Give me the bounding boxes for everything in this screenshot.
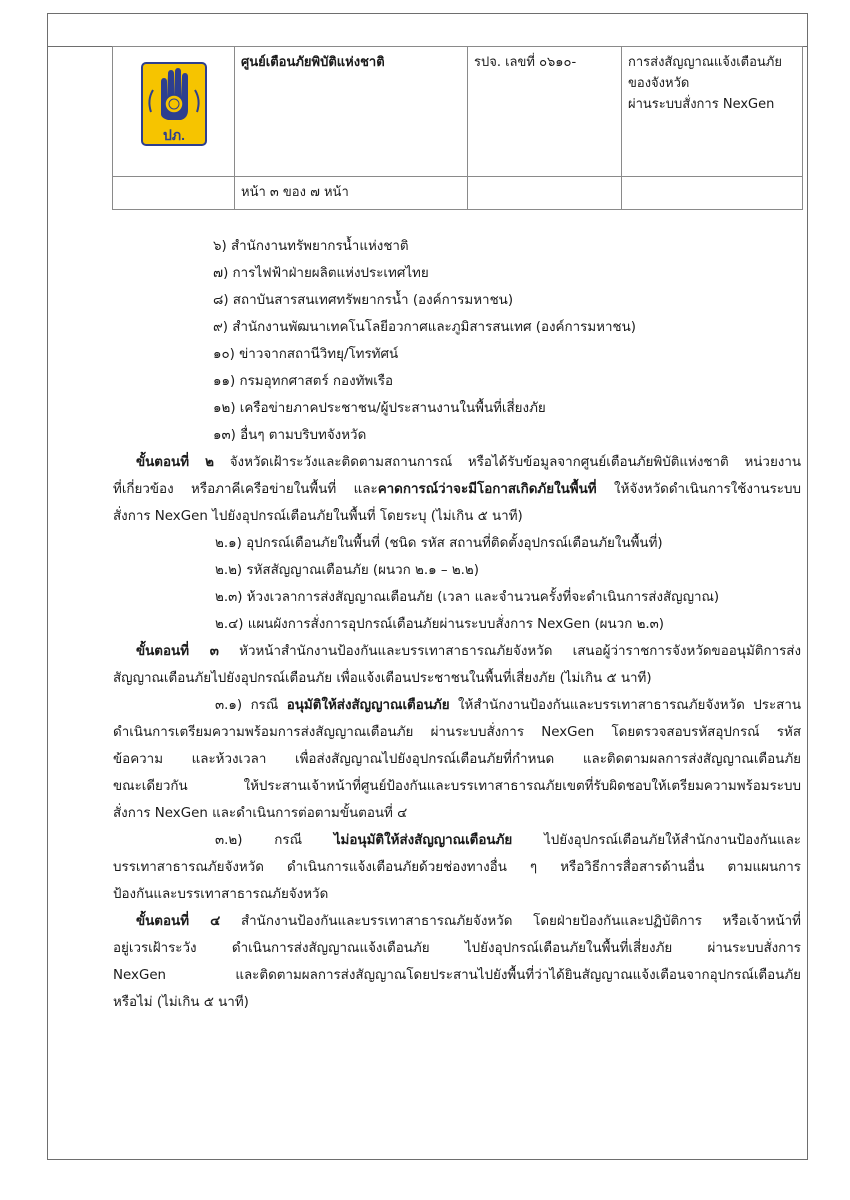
step2-paragraph-line: ขั้นตอนที่ ๒ จังหวัดเฝ้าระวังและติดตามสถานการณ์ หรือได้รับข้อมูลจากศูนย์เตือนภัยพิบัติแห่งชาติ หน่วยงาน [136,455,801,470]
org-name: ศูนย์เตือนภัยพิบัติแห่งชาติ [235,47,468,177]
step3-2-line: ๓.๒) กรณี ไม่อนุมัติให้ส่งสัญญาณเตือนภัย ไปยังอุปกรณ์เตือนภัยให้สำนักงานป้องกันและ [215,833,801,848]
list-item: ๑๒) เครือข่ายภาคประชาชน/ผู้ประสานงานในพื้นที่เสี่ยงภัย [213,401,546,416]
step4-paragraph-line: อยู่เวรเฝ้าระวัง ดำเนินการส่งสัญญาณแจ้งเตือนภัย ไปยังอุปกรณ์เตือนภัยในพื้นที่เสี่ยงภัย ผ่านระบบสั่งการ [113,941,801,956]
list-item: ๖) สำนักงานทรัพยากรน้ำแห่งชาติ [213,239,409,254]
dpm-logo-icon [141,62,207,146]
page-number: หน้า ๓ ของ ๗ หน้า [235,177,468,210]
list-item: ๑๓) อื่นๆ ตามบริบทจังหวัด [213,428,367,443]
page-row-empty-cell [622,177,803,210]
doc-title [622,47,803,177]
document-header-table [112,46,803,210]
step2-emphasis: คาดการณ์ว่าจะมีโอกาสเกิดภัยในพื้นที่ [377,482,597,497]
step3-1-emphasis: อนุมัติให้ส่งสัญญาณเตือนภัย [286,698,450,713]
step2-sub-item: ๒.๔) แผนผังการสั่งการอุปกรณ์เตือนภัยผ่านระบบสั่งการ NexGen (ผนวก ๒.๓) [215,617,665,632]
step3-2-emphasis: ไม่อนุมัติให้ส่งสัญญาณเตือนภัย [333,833,513,848]
doc-title-line2: ผ่านระบบสั่งการ NexGen [628,97,775,112]
step3-heading: ขั้นตอนที่ ๓ [136,644,219,659]
step3-1-line: ข้อความ และห้วงเวลา เพื่อส่งสัญญาณไปยังอุปกรณ์เตือนภัยที่กำหนด และติดตามผลการส่งสัญญาณเตือนภัย [113,752,801,767]
step3-2-line: บรรเทาสาธารณภัยจังหวัด ดำเนินการแจ้งเตือนภัยด้วยช่องทางอื่น ๆ หรือวิธีการสื่อสารด้านอื่น ตามแผนการ [113,860,801,875]
step4-heading: ขั้นตอนที่ ๔ [136,914,221,929]
step3-2-line: ป้องกันและบรรเทาสาธารณภัยจังหวัด [113,887,329,902]
list-item: ๑๐) ข่าวจากสถานีวิทยุ/โทรทัศน์ [213,347,399,362]
step4-paragraph-line: ขั้นตอนที่ ๔ สำนักงานป้องกันและบรรเทาสาธารณภัยจังหวัด โดยฝ่ายป้องกันและปฏิบัติการ หรือเจ้าหน้าที่ [136,914,801,929]
doc-code: รปจ. เลขที่ ๐๖๑๐- [468,47,622,177]
step2-heading: ขั้นตอนที่ ๒ [136,455,214,470]
list-item: ๑๑) กรมอุทกศาสตร์ กองทัพเรือ [213,374,394,389]
step3-1-line: สั่งการ NexGen และดำเนินการต่อตามขั้นตอนที่ ๔ [113,806,408,821]
step2-paragraph-line: ที่เกี่ยวข้อง หรือภาคีเครือข่ายในพื้นที่ และคาดการณ์ว่าจะมีโอกาสเกิดภัยในพื้นที่ ให้จังหวัดดำเนินการใช้งานระบบ [113,482,801,497]
list-item: ๗) การไฟฟ้าฝ่ายผลิตแห่งประเทศไทย [213,266,429,281]
step3-1-line: ๓.๑) กรณี อนุมัติให้ส่งสัญญาณเตือนภัย ให้สำนักงานป้องกันและบรรเทาสาธารณภัยจังหวัด ประสาน [215,698,801,713]
step3-1-line: ดำเนินการเตรียมความพร้อมการส่งสัญญาณเตือนภัย ผ่านระบบสั่งการ NexGen โดยตรวจสอบรหัสอุปกรณ์ รหัส [113,725,801,740]
step2-sub-item: ๒.๒) รหัสสัญญาณเตือนภัย (ผนวก ๒.๑ – ๒.๒) [215,563,479,578]
document-body [113,233,801,1016]
step2-paragraph-line: สั่งการ NexGen ไปยังอุปกรณ์เตือนภัยในพื้นที่ โดยระบุ (ไม่เกิน ๕ นาที) [113,509,523,524]
step3-paragraph-line: ขั้นตอนที่ ๓ หัวหน้าสำนักงานป้องกันและบรรเทาสาธารณภัยจังหวัด เสนอผู้ว่าราชการจังหวัดขออนุมัติการส่ง [136,644,802,659]
logo-text: ปภ. [162,127,185,143]
step2-sub-item: ๒.๓) ห้วงเวลาการส่งสัญญาณเตือนภัย (เวลา และจำนวนครั้งที่จะดำเนินการส่งสัญญาณ) [215,590,720,605]
step2-sub-item: ๒.๑) อุปกรณ์เตือนภัยในพื้นที่ (ชนิด รหัส สถานที่ติดตั้งอุปกรณ์เตือนภัยในพื้นที่) [215,536,663,551]
page-row-empty-cell [113,177,235,210]
page-row-empty-cell [468,177,622,210]
list-item: ๘) สถาบันสารสนเทศทรัพยากรน้ำ (องค์การมหาชน) [213,293,514,308]
step4-paragraph-line: NexGen และติดตามผลการส่งสัญญาณโดยประสานไปยังพื้นที่ว่าได้ยินสัญญาณแจ้งเตือนจากอุปกรณ์เตือนภัย [113,968,801,983]
step3-paragraph-line: สัญญาณเตือนภัยไปยังอุปกรณ์เตือนภัย เพื่อแจ้งเตือนประชาชนในพื้นที่เสี่ยงภัย (ไม่เกิน ๕ นาที) [113,671,652,686]
doc-title-line1: การส่งสัญญาณแจ้งเตือนภัยของจังหวัด [628,55,782,91]
logo-cell [113,47,235,177]
step3-1-line: ขณะเดียวกัน ให้ประสานเจ้าหน้าที่ศูนย์ป้องกันและบรรเทาสาธารณภัยเขตที่รับผิดชอบให้เตรียมความพร้อมระบบ [113,779,801,794]
list-item: ๙) สำนักงานพัฒนาเทคโนโลยีอวกาศและภูมิสารสนเทศ (องค์การมหาชน) [213,320,636,335]
step4-paragraph-line: หรือไม่ (ไม่เกิน ๕ นาที) [113,995,249,1010]
